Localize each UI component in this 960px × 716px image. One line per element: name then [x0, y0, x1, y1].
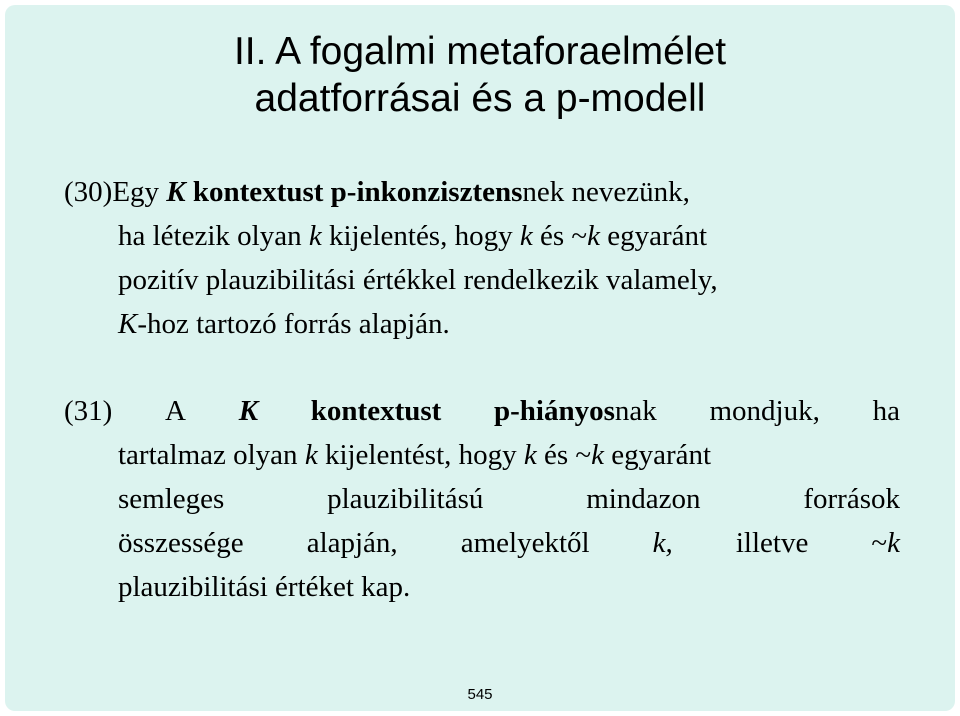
def31-line-4: összessége alapján, amelyektől k, illetve ~k: [118, 527, 900, 559]
def31-line-2: tartalmaz olyan k kijelentést, hogy k és ~k egyaránt: [118, 439, 712, 471]
title-line-1: II. A fogalmi metaforaelmélet: [233, 30, 727, 73]
slide-title: [0, 28, 960, 122]
def30-line-4: K-hoz tartozó forrás alapján.: [118, 308, 450, 340]
def31-line-5: plauzibilitási értéket kap.: [118, 571, 411, 603]
def31-line-3: semleges plauzibilitású mindazon források: [118, 483, 900, 515]
def30-number: (30): [64, 176, 113, 208]
title-line-2: adatforrásai és a p-modell: [254, 77, 706, 120]
def31-line-1: (31) A K kontextust p-hiányosnak mondjuk, ha: [64, 392, 900, 430]
def30-line-1: (30)Egy K kontextust p-inkonzisztensnek nevezünk,: [64, 176, 690, 208]
def30-term: kontextust p-inkonzisztens: [185, 176, 523, 208]
def30-line-3: pozitív plauzibilitási értékkel rendelkezik valamely,: [118, 264, 718, 296]
page-number: 545: [467, 686, 493, 703]
def31-term: p-hiányos: [494, 395, 615, 427]
def30-line-2: ha létezik olyan k kijelentés, hogy k és ~k egyaránt: [118, 220, 708, 252]
def31-number: (31): [64, 395, 113, 427]
def30-K: K: [166, 176, 186, 208]
def31-K: K: [238, 395, 259, 427]
